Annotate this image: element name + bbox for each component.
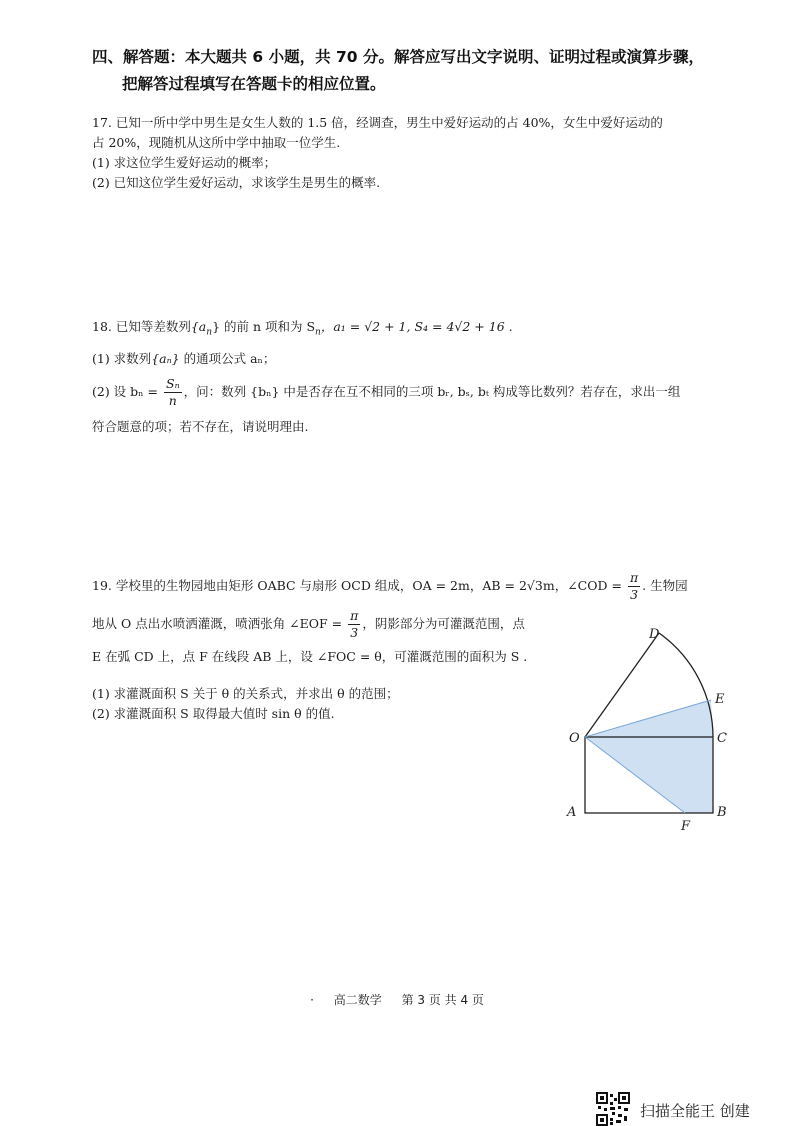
q18-frac-den: n bbox=[168, 392, 177, 408]
label-c: C bbox=[717, 731, 727, 746]
q18-part2-b: ，问：数列 {bₙ} 中是否存在互不相同的三项 bᵣ, bₛ, bₜ 构成等比数列？若存在，求出一组 bbox=[183, 383, 681, 399]
q19-line1 bbox=[92, 568, 742, 604]
q19-frac2-den: 3 bbox=[350, 625, 359, 640]
q19-frac2 bbox=[348, 608, 360, 641]
q19-frac1-num: π bbox=[629, 570, 639, 585]
q18-fraction bbox=[164, 376, 182, 409]
section-heading-line1: 四、解答题：本大题共 6 小题，共 70 分。解答应写出文字说明、证明过程或演算步骤， bbox=[92, 48, 704, 66]
q18-line1: 18. 已知等差数列$\{a_n\}$ 的前 n 项和为 $S_n$，a₁ = √2 + 1, S₄ = 4√2 + 16 . bbox=[92, 319, 513, 338]
q19-frac1 bbox=[628, 570, 640, 603]
label-b: B bbox=[717, 805, 727, 820]
q17-part1: (1) 求这位学生爱好运动的概率； bbox=[92, 155, 277, 170]
geometry-figure bbox=[555, 620, 755, 840]
q17-line2: 占 20%，现随机从这所中学中抽取一位学生. bbox=[92, 135, 341, 150]
q17-line1: 17. 已知一所中学中男生是女生人数的 1.5 倍，经调查，男生中爱好运动的占 40%，女生中爱好运动的 bbox=[92, 115, 663, 130]
q19-line1-b: . 生物园 bbox=[642, 578, 688, 593]
q18-part1-b: {aₙ} bbox=[151, 350, 180, 366]
question-18 bbox=[92, 314, 732, 442]
q18-part1-a: (1) 求数列 bbox=[92, 350, 152, 366]
q18-part2 bbox=[92, 372, 732, 412]
q19-line2-a: 地从 O 点出水喷洒灌溉，喷洒张角 ∠EOF = bbox=[92, 616, 343, 631]
q18-seq-a: {a bbox=[190, 319, 207, 334]
q19-frac1-den: 3 bbox=[630, 587, 639, 602]
section-heading-line2: 把解答过程填写在答题卡的相应位置。 bbox=[122, 75, 386, 93]
q18-frac-num: Sₙ bbox=[166, 375, 180, 391]
q18-part1 bbox=[92, 346, 732, 372]
footer-dot: · bbox=[310, 993, 314, 1007]
label-d: D bbox=[649, 627, 660, 642]
q18-part1-c: 的通项公式 aₙ； bbox=[179, 350, 276, 366]
q19-line2-b: ，阴影部分为可灌溉范围，点 bbox=[362, 616, 525, 631]
q18-mid1: } 的前 n 项和为 S bbox=[212, 319, 316, 334]
q17-part2: (2) 已知这位学生爱好运动，求该学生是男生的概率. bbox=[92, 175, 381, 190]
label-o: O bbox=[569, 731, 580, 746]
shaded-region bbox=[585, 700, 713, 813]
section-heading bbox=[92, 44, 732, 98]
label-f: F bbox=[681, 819, 691, 834]
label-e: E bbox=[715, 692, 725, 707]
scanner-text: 扫描全能王 创建 bbox=[640, 1102, 750, 1120]
question-17 bbox=[92, 113, 732, 193]
q19-line1-a: 19. 学校里的生物园地由矩形 OABC 与扇形 OCD 组成，OA = 2m，AB = 2√3m，∠COD = bbox=[92, 578, 622, 593]
q18-prefix: 18. 已知等差数列 bbox=[92, 319, 191, 334]
label-a: A bbox=[567, 805, 577, 820]
page-footer bbox=[0, 991, 794, 1008]
q18-cond: ，a₁ = √2 + 1, S₄ = 4√2 + 16 . bbox=[320, 319, 513, 334]
q19-part1: (1) 求灌溉面积 S 关于 θ 的关系式，并求出 θ 的范围； bbox=[92, 686, 399, 701]
q18-part2-a: (2) 设 bₙ = bbox=[92, 383, 159, 399]
q19-line3: E 在弧 CD 上，点 F 在线段 AB 上，设 ∠FOC = θ，可灌溉范围的面积为 S . bbox=[92, 649, 528, 664]
q18-part2-c: 符合题意的项；若不存在，请说明理由. bbox=[92, 418, 309, 434]
q19-part2: (2) 求灌溉面积 S 取得最大值时 sin θ 的值. bbox=[92, 706, 335, 721]
footer-page: 第 3 页 共 4 页 bbox=[401, 993, 484, 1007]
q19-frac2-num: π bbox=[350, 608, 359, 623]
footer-subject: 高二数学 bbox=[333, 993, 382, 1007]
qr-code-icon bbox=[596, 1092, 630, 1126]
